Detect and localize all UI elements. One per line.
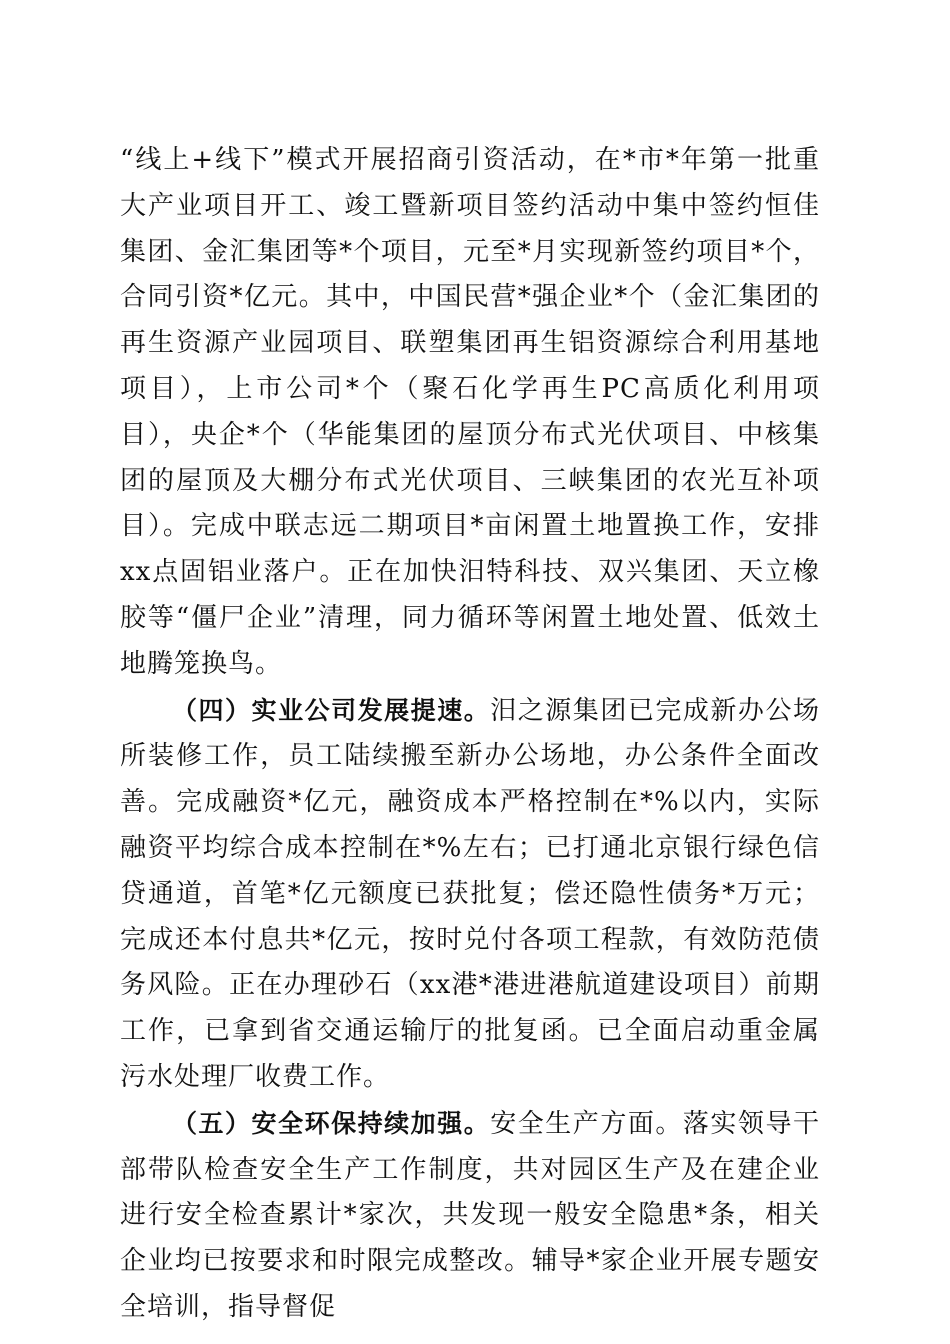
paragraph-safety-environment (120, 1101, 820, 1331)
section-heading-5: （五）安全环保持续加强。 (172, 1108, 491, 1138)
paragraph-investment (120, 138, 820, 688)
paragraph-text: “线上+线下”模式开展招商引资活动，在*市*年第一批重大产业项目开工、竣工暨新项目签约活动中集中签约恒佳集团、金汇集团等*个项目，元至*月实现新签约项目*个，合同引资*亿元。其中，中国民营*强企业*个（金汇集团的再生资源产业园项目、联塑集团再生铝资源综合利用基地项目），上市公司*个（聚石化学再生PC高质化利用项目），央企*个（华能集团的屋顶分布式光伏项目、中核集团的屋顶及大棚分布式光伏项目、三峡集团的农光互补项目）。完成中联志远二期项目*亩闲置土地置换工作，安排xx点固铝业落户。正在加快汨特科技、双兴集团、天立橡胶等“僵尸企业”清理，同力循环等闲置土地处置、低效土地腾笼换鸟。 (120, 145, 820, 679)
paragraph-text: 汨之源集团已完成新办公场所装修工作，员工陆续搬至新办公场地，办公条件全面改善。完成融资*亿元，融资成本严格控制在*%以内，实际融资平均综合成本控制在*%左右；已打通北京银行绿色信贷通道，首笔*亿元额度已获批复；偿还隐性债务*万元；完成还本付息共*亿元，按时兑付各项工程款，有效防范债务风险。正在办理砂石（xx港*港进港航道建设项目）前期工作，已拿到省交通运输厅的批复函。已全面启动重金属污水处理厂收费工作。 (120, 695, 820, 1092)
paragraph-text: 安全生产方面。落实领导干部带队检查安全生产工作制度，共对园区生产及在建企业进行安全检查累计*家次，共发现一般安全隐患*条，相关企业均已按要求和时限完成整改。辅导*家企业开展专题安全培训，指导督促 (120, 1108, 820, 1322)
section-heading-4: （四）实业公司发展提速。 (172, 695, 491, 725)
document-body (120, 138, 820, 1331)
paragraph-industrial-company (120, 688, 820, 1101)
